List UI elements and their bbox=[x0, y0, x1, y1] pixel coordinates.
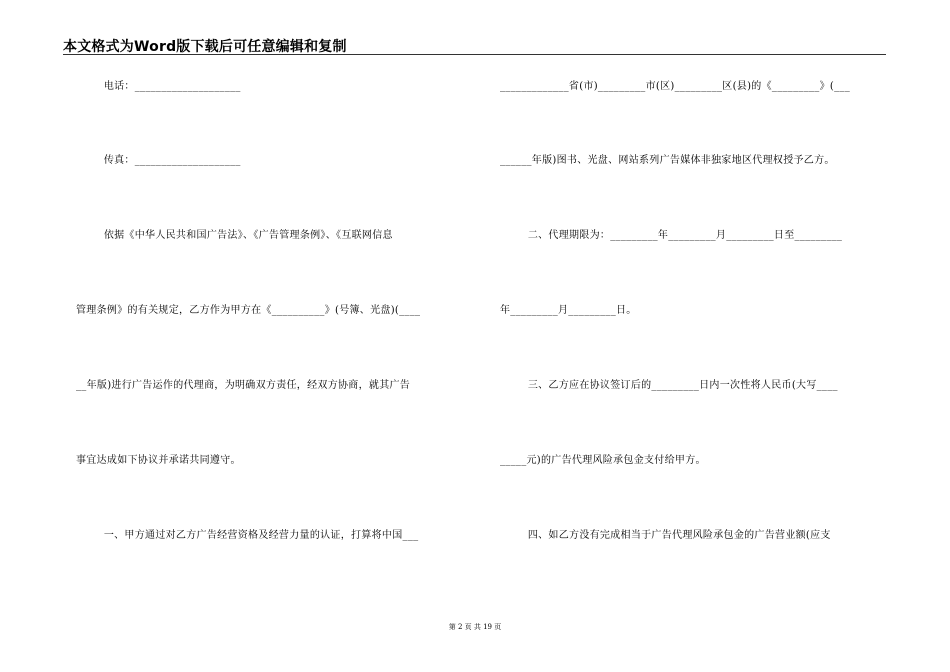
left-line-basis: 依据《中华人民共和国广告法》、《广告管理条例》、《互联网信息 bbox=[76, 230, 393, 241]
left-line-agreement: 事宜达成如下协议并承诺共同遵守。 bbox=[76, 455, 241, 466]
header-divider bbox=[63, 54, 886, 55]
left-line-fax: 传真：____________________ bbox=[76, 155, 241, 166]
right-line-period-end: 年_________月_________日。 bbox=[500, 305, 637, 316]
right-line-clause-two: 二、代理期限为：_________年_________月_________日至_________ bbox=[500, 230, 843, 241]
right-line-deposit: _____元)的广告代理风险承包金支付给甲方。 bbox=[500, 455, 706, 466]
left-line-regulations: 管理条例》的有关规定，乙方作为甲方在《__________》(号簿、光盘)(____ bbox=[76, 305, 421, 316]
document-header-title: 本文格式为Word版下载后可任意编辑和复制 bbox=[63, 39, 347, 55]
page-number-footer: 第 2 页 共 19 页 bbox=[448, 623, 502, 631]
right-line-clause-three: 三、乙方应在协议签订后的_________日内一次性将人民币(大写____ bbox=[500, 380, 838, 391]
left-line-clause-one: 一、甲方通过对乙方广告经营资格及经营力量的认证，打算将中国___ bbox=[76, 530, 419, 541]
right-line-clause-four: 四、如乙方没有完成相当于广告代理风险承包金的广告营业额(应支 bbox=[500, 530, 831, 541]
left-line-agent: __年版)进行广告运作的代理商，为明确双方责任，经双方协商，就其广告 bbox=[76, 380, 411, 391]
right-line-region: _____________省(市)_________市(区)_________区(县)的《_________》(___ bbox=[500, 81, 851, 92]
left-line-phone: 电话：____________________ bbox=[76, 81, 241, 92]
right-line-authorization: ______年版)图书、光盘、网站系列广告媒体非独家地区代理权授予乙方。 bbox=[500, 155, 835, 166]
